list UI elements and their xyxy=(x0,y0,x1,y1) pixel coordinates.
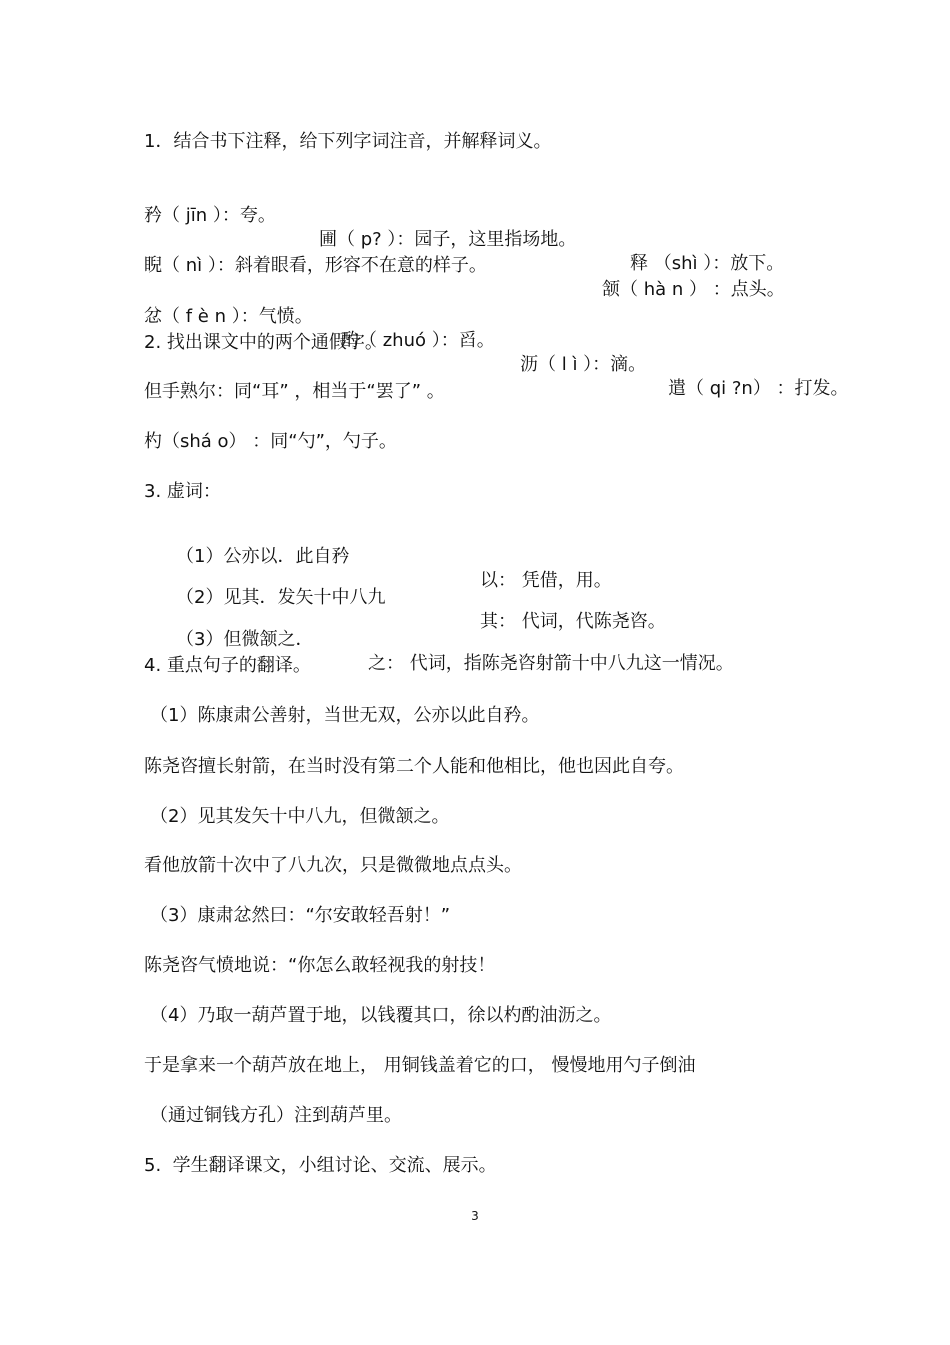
sentence-translation-1: 陈尧咨擅长射箭，在当时没有第二个人能和他相比，他也因此自夸。 xyxy=(144,756,684,777)
vocab-zhuo: 酌（ zhuó ）：舀。 xyxy=(341,330,495,351)
sentence-original-3: （3）康肃忿然曰：“尔安敢轻吾射！” xyxy=(150,905,451,926)
function-word-sentence-2: （2）见其．发矢十中八九 xyxy=(176,587,386,608)
function-word-sentence-3: （3）但微颔之． xyxy=(176,629,314,650)
sentence-original-2: （2）见其发矢十中八九，但微颔之。 xyxy=(150,806,450,827)
function-word-explanation-3: 之： 代词，指陈尧咨射箭十中八九这一情况。 xyxy=(368,653,734,674)
vocab-jin: 矜（ jīn ）：夸。 xyxy=(144,205,276,226)
sentence-translation-2: 看他放箭十次中了八九次，只是微微地点点头。 xyxy=(144,855,522,876)
sentence-original-1: （1）陈康肃公善射，当世无双，公亦以此自矜。 xyxy=(150,705,540,726)
vocab-han: 颔（ hà n ） ：点头。 xyxy=(602,279,785,300)
function-word-sentence-1: （1）公亦以．此自矜 xyxy=(176,546,350,567)
sentence-translation-4: 于是拿来一个葫芦放在地上， 用铜钱盖着它的口， 慢慢地用勺子倒油 xyxy=(144,1055,696,1076)
sentence-translation-4-continued: （通过铜钱方孔）注到葫芦里。 xyxy=(150,1105,402,1126)
vocab-li: 沥（ l ì ）：滴。 xyxy=(520,354,647,375)
section3-heading: 3. 虚词： xyxy=(144,481,221,502)
sentence-original-4: （4）乃取一葫芦置于地，以钱覆其口，徐以杓酌油沥之。 xyxy=(150,1005,612,1026)
vocab-ni: 睨（ nì ）：斜着眼看，形容不在意的样子。 xyxy=(144,255,487,276)
tongjia-item-1: 但手熟尔：同“耳” ，相当于“罢了” 。 xyxy=(144,381,445,402)
section4-heading: 4. 重点句子的翻译。 xyxy=(144,655,311,676)
section5-heading: 5. 学生翻译课文，小组讨论、交流、展示。 xyxy=(144,1155,497,1176)
tongjia-item-2: 杓（shá o） ：同“勺”，勺子。 xyxy=(144,431,397,452)
sentence-translation-3: 陈尧咨气愤地说：“你怎么敢轻视我的射技！ xyxy=(144,955,496,976)
section1-heading: 1．结合书下注释，给下列字词注音，并解释词义。 xyxy=(144,131,552,152)
vocab-qian: 遣（ qi ?n） ：打发。 xyxy=(668,378,849,399)
function-word-explanation-1: 以： 凭借，用。 xyxy=(480,570,612,591)
page-number: 3 xyxy=(471,1209,479,1223)
function-word-explanation-2: 其： 代词，代陈尧咨。 xyxy=(480,611,666,632)
section2-heading: 2. 找出课文中的两个通假字。 xyxy=(144,332,383,353)
vocab-shi: 释 （shì ）：放下。 xyxy=(630,253,785,274)
vocab-pu: 圃（ p? ）：园子，这里指场地。 xyxy=(319,229,577,250)
vocab-fen: 忿（ f è n ）：气愤。 xyxy=(144,306,313,327)
